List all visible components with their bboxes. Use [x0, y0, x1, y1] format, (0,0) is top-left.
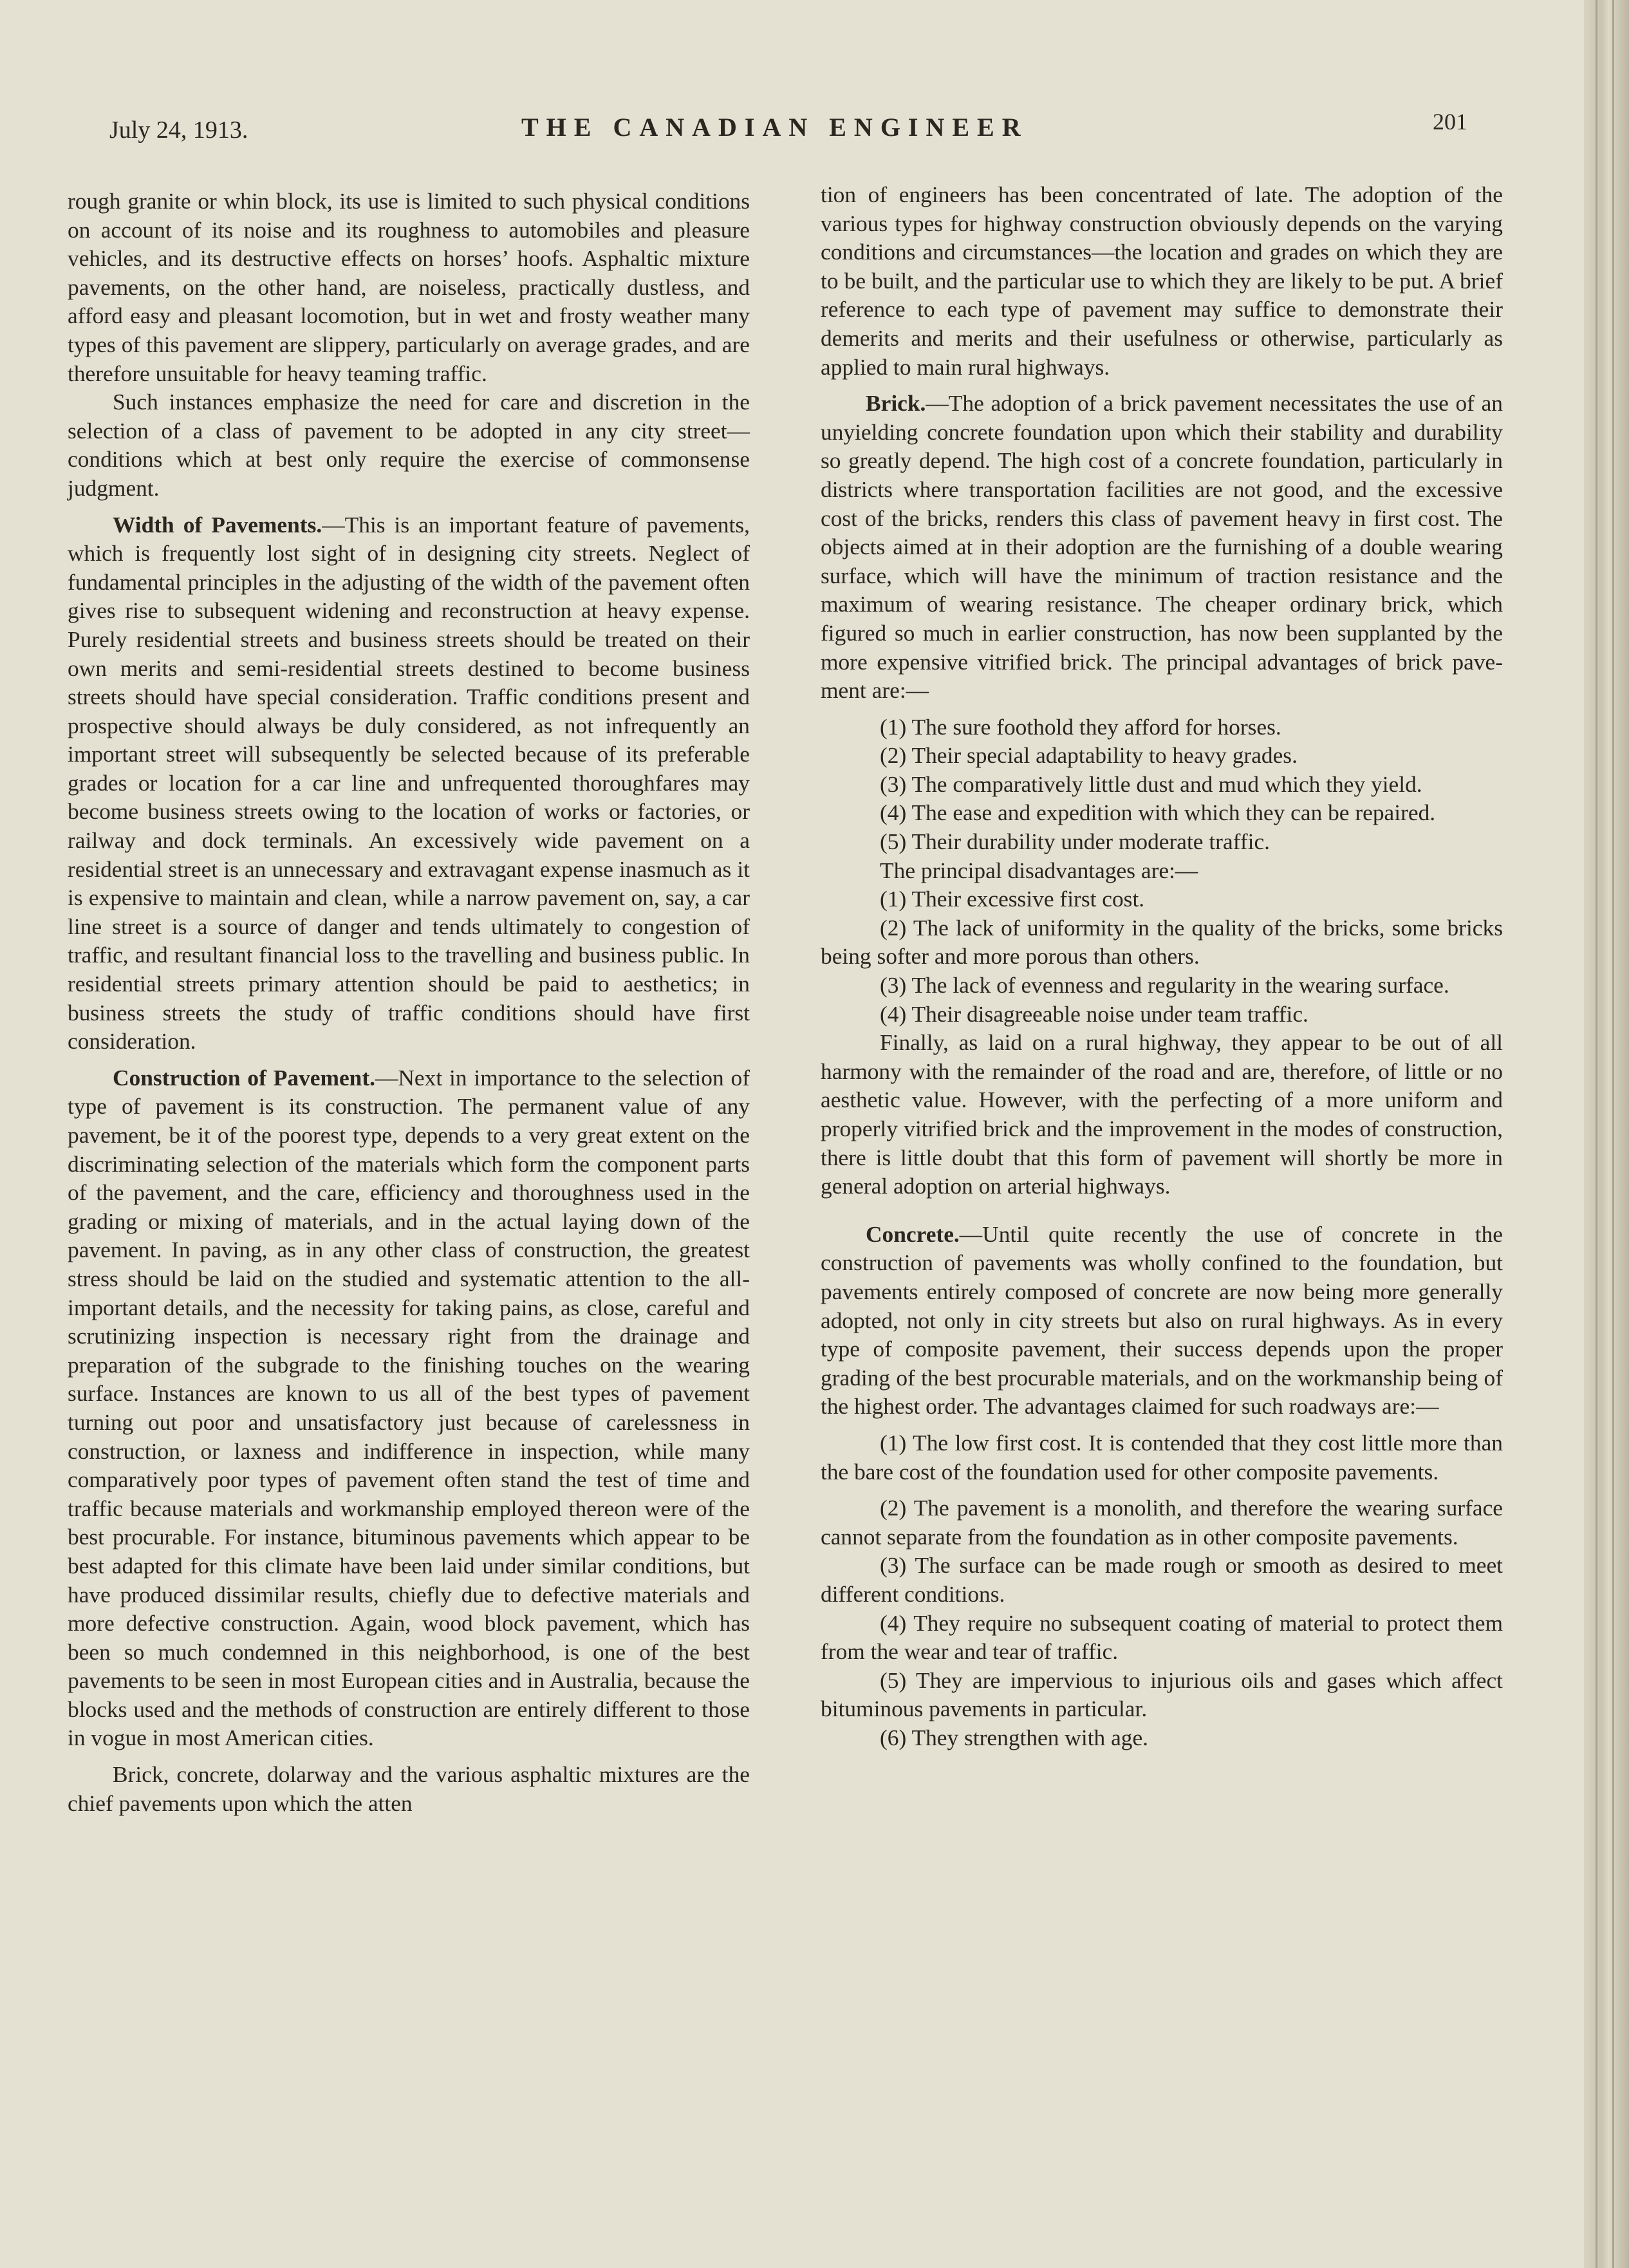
paragraph-body: —This is an important feature of pavements, which is frequently lost sight of in designing city streets. Neglect of fundamental principles in the adjusting of the width of the pavement often gives rise to subsequent widening and reconstruction at heavy expense. Purely residential streets and business streets should be treated on their own merits and semi-residential streets destined to become business streets should have special consideration. Traffic conditions present and prospective should always be duly considered, as not infrequently an important street will subsequently be selected because of its preferable grades or location for a car line and unfrequented thoroughfares may become business streets owing to the location of works or factories, or railway and dock terminals. An excessively wide pavement on a residential street is an unnecessary and extravagant expense inasmuch as it is expensive to maintain and clean, while a narrow pavement on, say, a car line street is a source of danger and tends ultimately to congestion of traffic, and resultant financial loss to the travelling and business public. In residential streets primary attention should be paid to aesthetics; in business streets the study of traffic conditions should have first consideration. [68, 511, 750, 1054]
list-item: (5) They are impervious to injurious oils and gases which affect bituminous pavements in particular. [821, 1667, 1503, 1722]
left-column [68, 187, 750, 1817]
list-item: (2) The lack of uniformity in the quality of the bricks, some bricks being softer and more porous than others. [821, 914, 1503, 970]
list-item: (4) They require no subsequent coating of material to protect them from the wear and tear of traffic. [821, 1609, 1503, 1665]
paragraph-construction-of-pavement [68, 1064, 750, 1752]
list-item: (3) The surface can be made rough or smooth as desired to meet different conditions. [821, 1552, 1503, 1607]
section-heading: Brick. [866, 390, 926, 417]
list-item: (4) Their disagreeable noise under team traffic. [880, 1000, 1308, 1027]
section-heading: Concrete. [866, 1221, 960, 1247]
list-item: (5) Their durability under moderate traffic. [880, 829, 1270, 855]
page-number: 201 [1433, 109, 1467, 135]
issue-date: July 24, 1913. [109, 117, 248, 144]
paragraph-body: —Until quite recently the use of concrete in the construction of pavements was wholly confined to the foundation, but pavements entirely composed of concrete are now being more generally adopted, not only in city streets but also on rural highways. As in every type of composite pavement, their success depends upon the proper grading of the best procurable materials, and on the workmanship being of the highest order. The advantages claimed for such roadways are:— [821, 1221, 1503, 1420]
list-intro: The principal disadvantages are:— [880, 857, 1198, 883]
list-item: (4) The ease and expedition with which they can be repaired. [880, 800, 1436, 826]
list-item: (3) The lack of evenness and regularity in the wearing surface. [880, 972, 1449, 998]
paragraph-concrete [821, 1220, 1503, 1421]
section-heading: Width of Pavements. [113, 511, 322, 538]
paragraph: Finally, as laid on a rural highway, they appear to be out of all harmony with the remainder of the road and are, therefore, of little or no aesthetic value. However, with the perfecting of a more uniform and properly vitrified brick and the improvement in the modes of construction, there is little doubt that this form of pavement will shortly be more in general adoption on arterial highways. [821, 1029, 1503, 1199]
list-item: (1) The sure foothold they afford for horses. [880, 713, 1281, 740]
paragraph: Such instances emphasize the need for care and discretion in the selection of a class of pavement to be adopted in any city street—conditions which at best only require the exercise of commonsense judgment. [68, 389, 750, 501]
right-column [821, 180, 1503, 1752]
journal-title: THE CANADIAN ENGINEER [521, 113, 1029, 142]
paragraph: tion of engineers has been concentrated of late. The adoption of the various types for highway construction obviously depends on the varying conditions and circumstances—the location and grades on which they are to be built, and the particular use to which they are likely to be put. A brief reference to each type of pavement may suffice to demonstrate their demerits and merits and their usefulness or otherwise, particularly as applied to main rural highways. [821, 182, 1503, 380]
list-item: (2) Their special adaptability to heavy grades. [880, 742, 1298, 769]
list-item: (2) The pavement is a monolith, and therefore the wearing surface cannot separate from the foundation as in other composite pavements. [821, 1495, 1503, 1550]
list-item: (1) The low first cost. It is contended that they cost little more than the bare cost of the foundation used for other composite pavements. [821, 1429, 1503, 1485]
list-item: (3) The comparatively little dust and mud which they yield. [880, 771, 1422, 797]
page-binding-edge [1584, 0, 1629, 2268]
list-item: (1) Their excessive first cost. [880, 886, 1145, 912]
paragraph-body: —The adoption of a brick pavement necessitates the use of an unyielding concrete foundation upon which their stability and durability so greatly depend. The high cost of a concrete foundation, particularly in districts where transportation facilities are not good, and the excessive cost of the bricks, renders this class of pavement heavy in first cost. The objects aimed at in their adoption are the furnishing of a double wearing surface, which will have the minimum of traction resistance and the maximum of wearing resistance. The cheaper ordinary brick, which figured so much in earlier construction, has now been supplanted by the more expensive vitrified brick. The principal advantages of brick pavement are:— [821, 390, 1503, 704]
paragraph: Brick, concrete, dolarway and the various asphaltic mixtures are the chief pavements upon which the atten [68, 1761, 750, 1816]
section-heading: Construction of Pavement. [113, 1064, 375, 1091]
list-item: (6) They strengthen with age. [880, 1724, 1149, 1750]
paragraph-brick [821, 389, 1503, 705]
running-header [109, 103, 1467, 155]
paragraph-width-of-pavements [68, 511, 750, 1056]
paragraph: rough granite or whin block, its use is limited to such physical conditions on account of its noise and its roughness to automobiles and pleasure vehicles, and its destructive effects on horses’ hoofs. Asphaltic mixture pavements, on the other hand, are noiseless, practically dustless, and afford easy and pleasant locomotion, but in wet and frosty weather many types of this pavement are slippery, particularly on average grades, and are therefore unsuitable for heavy teaming traffic. [68, 188, 750, 386]
paragraph-body: —Next in importance to the selection of type of pavement is its construction. The permanent value of any pavement, be it of the poorest type, depends to a very great extent on the discriminating selection of the materials which form the component parts of the pavement, and the care, efficiency and thoroughness used in the grading or mixing of materials, and in the actual laying down of the pavement. In paving, as in any other class of construction, the greatest stress should be laid on the studied and systematic attention to the all-important details, and the necessity for taking pains, as close, careful and scrutinizing inspection is necessary right from the drainage and preparation of the subgrade to the finishing touches on the wearing surface. Instances are known to us all of the best types of pavement turning out poor and unsatisfactory just because of carelessness in construction, or laxness and indifference in inspection, while many comparatively poor types of pavement often stand the test of time and traffic because materials and workmanship employed thereon were of the best procurable. For instance, bituminous pavements which appear to be best adapted for this climate have been laid under similar conditions, but have produced dissimilar results, chiefly due to defective materials and more defective construction. Again, wood block pavement, which has been so much condemned in this neighborhood, is one of the best pavements to be seen in most European cities and in Australia, because the blocks used and the methods of construction are entirely different to those in vogue in most American cities. [68, 1064, 750, 1751]
